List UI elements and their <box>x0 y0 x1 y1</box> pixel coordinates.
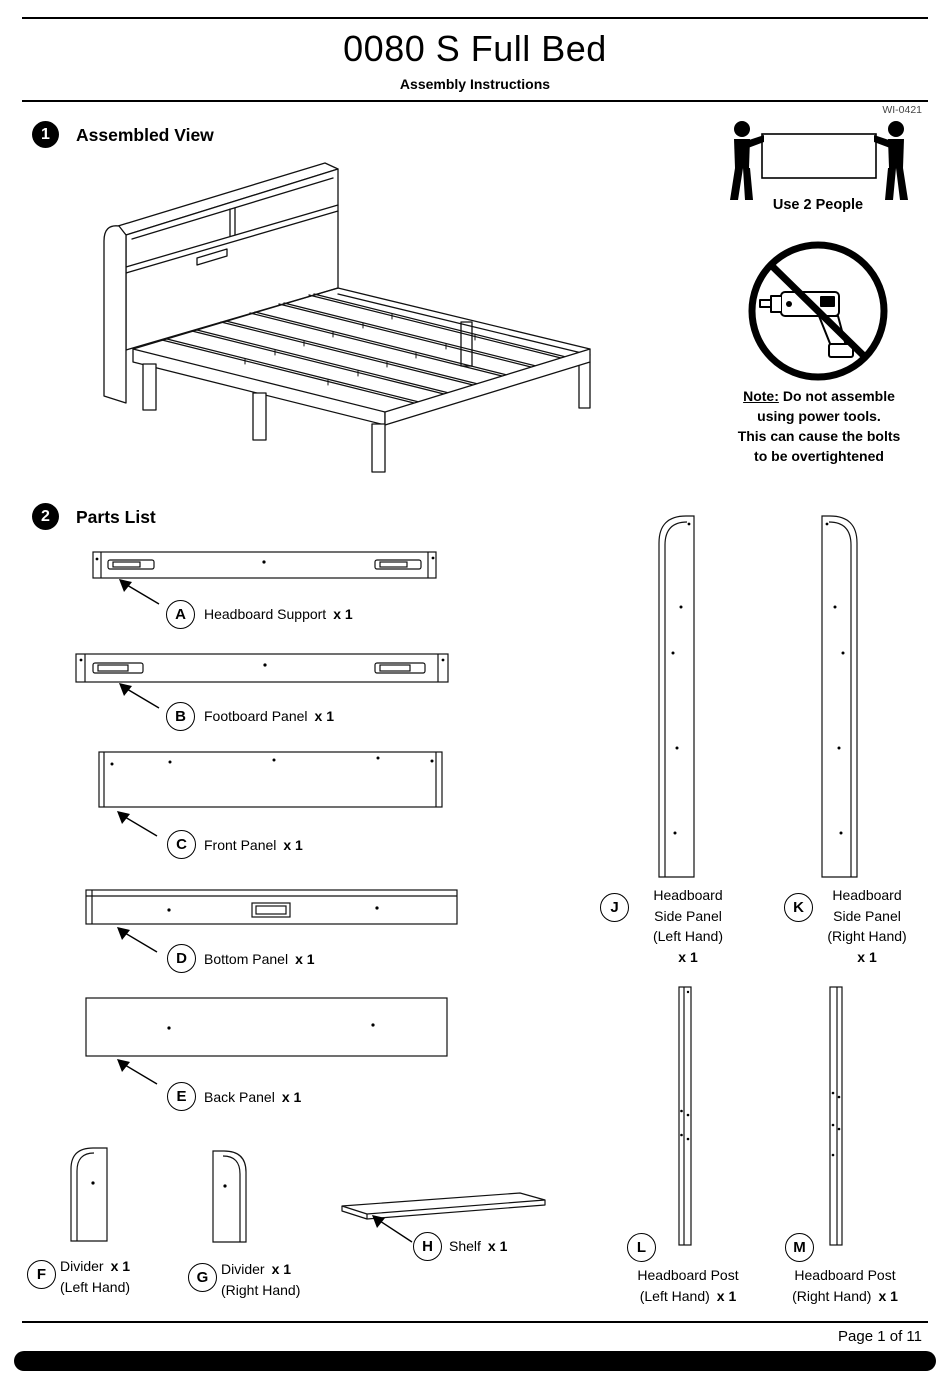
part-c-label <box>204 837 303 853</box>
page-number: Page 1 of 11 <box>838 1328 922 1345</box>
part-g-drawing <box>211 1144 255 1244</box>
part-l-badge <box>627 1233 656 1262</box>
part-b-drawing <box>75 651 450 685</box>
part-e-drawing <box>85 997 448 1057</box>
part-j-badge <box>600 893 629 922</box>
part-b-letter: B <box>175 708 186 725</box>
note-line-2: using power tools. <box>757 408 881 424</box>
part-m-hand: (Right Hand) <box>792 1288 872 1304</box>
part-j-name-2: Side Panel <box>654 907 722 924</box>
part-g-qty: x 1 <box>271 1261 292 1277</box>
part-b-label <box>204 708 334 724</box>
note-line-1 <box>688 386 950 406</box>
part-j-drawing <box>648 505 696 879</box>
part-c-badge <box>167 830 196 859</box>
part-k-name-2: Side Panel <box>833 907 901 924</box>
part-l-drawing <box>675 985 695 1247</box>
part-d-name: Bottom Panel <box>204 951 289 967</box>
part-l-label <box>608 1265 768 1307</box>
part-a-arrow <box>115 578 165 608</box>
part-f-hand: (Left Hand) <box>60 1279 131 1295</box>
part-d-label <box>204 951 315 967</box>
no-power-tools-icon <box>743 236 893 386</box>
part-g-label <box>221 1259 300 1301</box>
part-k-drawing <box>820 505 868 879</box>
part-l-hand: (Left Hand) <box>639 1288 710 1304</box>
note-line-3: This can cause the bolts <box>737 428 901 444</box>
part-j-label <box>633 885 743 967</box>
part-h-qty: x 1 <box>487 1238 508 1254</box>
part-a-name: Headboard Support <box>204 606 327 622</box>
part-d-arrow <box>113 926 163 956</box>
bottom-bar <box>14 1351 936 1371</box>
part-f-name: Divider <box>60 1258 104 1274</box>
part-m-drawing <box>826 985 846 1247</box>
assembled-bed-drawing <box>85 140 645 490</box>
part-e-qty: x 1 <box>281 1089 302 1105</box>
part-f-badge <box>27 1260 56 1289</box>
part-b-arrow <box>115 682 165 712</box>
assembly-note <box>688 386 950 466</box>
part-k-badge <box>784 893 813 922</box>
part-g-hand: (Right Hand) <box>221 1282 301 1298</box>
part-e-arrow <box>113 1058 163 1088</box>
part-b-qty: x 1 <box>314 708 334 724</box>
part-h-letter: H <box>422 1238 433 1255</box>
part-h-badge <box>413 1232 442 1261</box>
part-m-badge <box>785 1233 814 1262</box>
part-k-label <box>812 885 922 967</box>
part-h-arrow <box>368 1214 418 1246</box>
section-1-badge <box>32 121 59 148</box>
part-m-hand-line <box>765 1286 925 1307</box>
part-h-name: Shelf <box>449 1238 481 1254</box>
use-two-people-icon <box>718 116 918 202</box>
part-j-name-1: Headboard <box>653 887 723 903</box>
top-rule <box>22 17 928 19</box>
footer-rule <box>22 1321 928 1323</box>
part-g-name-line <box>221 1259 300 1280</box>
page-title: 0080 S Full Bed <box>343 28 607 69</box>
part-m-name: Headboard Post <box>794 1267 896 1283</box>
part-e-label <box>204 1089 301 1105</box>
part-g-name: Divider <box>221 1261 265 1277</box>
part-l-letter: L <box>636 1239 647 1256</box>
section-2-title: Parts List <box>76 507 156 527</box>
part-j-letter: J <box>610 899 619 916</box>
part-h-label <box>449 1238 507 1254</box>
part-m-letter: M <box>793 1239 806 1256</box>
part-a-letter: A <box>175 606 186 623</box>
part-b-badge <box>166 702 195 731</box>
part-l-qty: x 1 <box>716 1288 737 1304</box>
part-c-letter: C <box>176 836 187 853</box>
part-a-qty: x 1 <box>333 606 353 622</box>
part-g-letter: G <box>196 1269 209 1286</box>
note-line-4: to be overtightened <box>754 448 884 464</box>
part-e-letter: E <box>176 1088 187 1105</box>
header-rule <box>22 100 928 102</box>
note-text-1: Do not assemble <box>782 388 895 404</box>
part-m-qty: x 1 <box>878 1288 898 1304</box>
doc-code: WI-0421 <box>882 104 922 116</box>
part-f-letter: F <box>36 1266 47 1283</box>
part-d-letter: D <box>176 950 187 967</box>
part-f-qty: x 1 <box>110 1258 131 1274</box>
part-c-drawing <box>98 751 443 809</box>
part-f-name-line <box>60 1256 130 1277</box>
section-1-number: 1 <box>41 125 50 143</box>
part-e-badge <box>167 1082 196 1111</box>
use-two-people-label: Use 2 People <box>772 197 864 213</box>
part-k-letter: K <box>793 899 804 916</box>
part-f-drawing <box>62 1139 110 1243</box>
section-1-title: Assembled View <box>76 125 214 145</box>
part-c-qty: x 1 <box>283 837 303 853</box>
part-l-hand-line <box>608 1286 768 1307</box>
part-k-name-1: Headboard <box>832 887 902 903</box>
section-2-number: 2 <box>41 507 50 525</box>
part-k-hand: (Right Hand) <box>827 928 907 944</box>
part-a-drawing <box>92 549 438 581</box>
note-label: Note: <box>743 388 779 404</box>
part-a-badge <box>166 600 195 629</box>
part-d-qty: x 1 <box>295 951 315 967</box>
part-f-label <box>60 1256 130 1298</box>
part-j-qty: x 1 <box>678 948 698 965</box>
part-c-arrow <box>113 810 163 840</box>
part-m-label <box>765 1265 925 1307</box>
part-l-name: Headboard Post <box>637 1267 739 1283</box>
section-2-badge <box>32 503 59 530</box>
part-b-name: Footboard Panel <box>204 708 308 724</box>
page-subtitle: Assembly Instructions <box>399 76 551 92</box>
part-a-label <box>204 606 353 622</box>
part-k-qty: x 1 <box>857 948 877 965</box>
part-c-name: Front Panel <box>204 837 277 853</box>
part-e-name: Back Panel <box>204 1089 275 1105</box>
part-j-hand: (Left Hand) <box>652 928 724 944</box>
part-d-badge <box>167 944 196 973</box>
part-d-drawing <box>85 882 458 926</box>
part-g-badge <box>188 1263 217 1292</box>
